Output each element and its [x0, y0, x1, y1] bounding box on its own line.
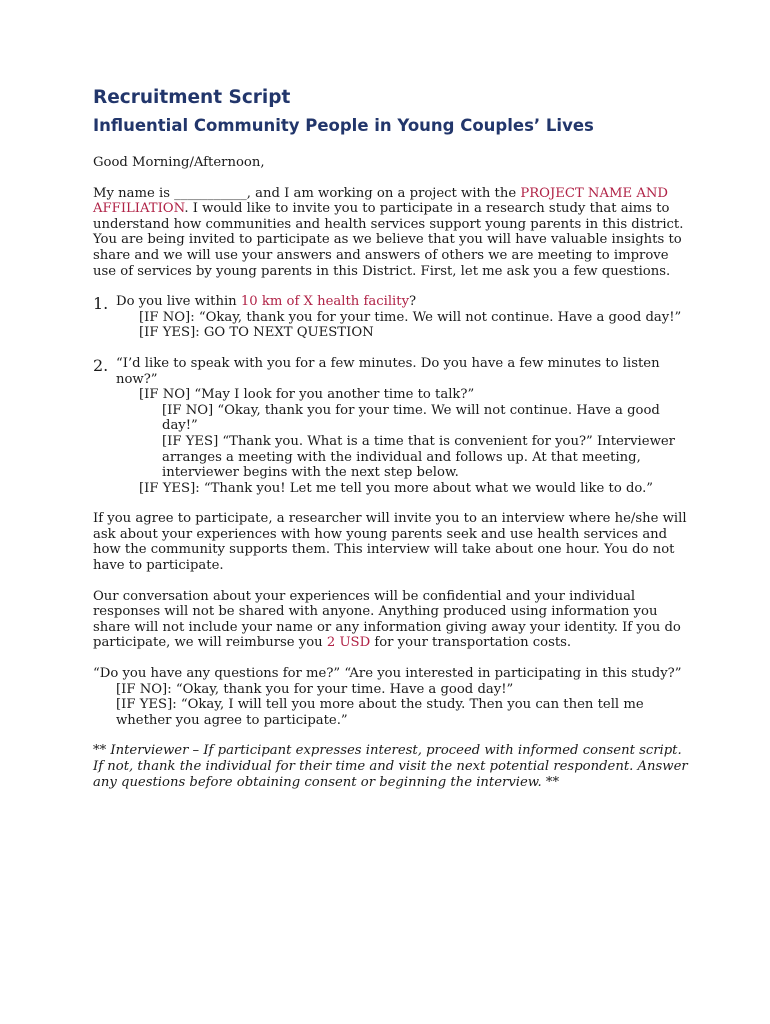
question-1: [93, 294, 693, 341]
intro-text-1: My name is ___________, and I am working on a project with the: [93, 185, 521, 201]
response-if-yes: [IF YES]: “Thank you! Let me tell you more about what we would like to do.”: [139, 480, 654, 496]
project-name-placeholder: PROJECT NAME AND AFFILIATION: [93, 185, 668, 217]
response-if-yes: [IF YES]: GO TO NEXT QUESTION: [139, 325, 374, 341]
response-if-no-no: [IF NO] “Okay, thank you for your time. We will not continue. Have a good day!”: [162, 402, 660, 434]
greeting: Good Morning/Afternoon,: [93, 155, 265, 170]
intro-paragraph: [93, 186, 693, 280]
closing-question: “Do you have any questions for me?” “Are you interested in participating in this study?”: [93, 666, 682, 682]
intro-text-2: . I would like to invite you to participate in a research study that aims to understand how communities and health services support young parents in this district. You are being invited to participate as we believe that you will have valuable insights to share and we will use your answers and answers of others we are meeting to improve use of services by young parents in this District. First, let me ask you a few questions.: [93, 201, 684, 279]
question-text: [116, 294, 693, 310]
interviewer-note: [93, 743, 693, 790]
confidentiality-text-1: Our conversation about your experiences will be confidential and your individual responses will not be shared with anyone. Anything produced using information you share will not include your name or any information giving away your identity. If you do participate, we will reimburse you: [93, 588, 681, 651]
question-text-2: ?: [409, 294, 417, 310]
confidentiality-text-2: for your transportation costs.: [370, 635, 572, 651]
response-if-no: [IF NO] “May I look for you another time to talk?”: [139, 387, 475, 403]
closing-section: [93, 666, 693, 728]
question-number: 1.: [93, 294, 109, 314]
note-close: **: [541, 774, 560, 790]
distance-placeholder: 10 km of X health facility: [240, 294, 410, 310]
interview-paragraph: If you agree to participate, a researcher will invite you to an interview where he/she will ask about your experiences with how young parents seek and use health services and how the community supports them. This interview will take about one hour. You do not have to participate.: [93, 511, 687, 574]
note-text: Interviewer – If participant expresses interest, proceed with informed consent script. If not, thank the individual for their time and visit the next potential respondent. Answer any questions before obtaining consent or beginning the interview.: [93, 743, 688, 790]
document-subtitle: Influential Community People in Young Couples’ Lives: [93, 116, 594, 135]
closing-if-no: [IF NO]: “Okay, thank you for your time. Have a good day!”: [116, 681, 514, 697]
closing-if-yes: [IF YES]: “Okay, I will tell you more about the study. Then you can then tell me whether you agree to participate.”: [116, 697, 644, 728]
document-title: Recruitment Script: [93, 87, 291, 108]
question-number: 2.: [93, 355, 109, 375]
question-text-1: Do you live within: [116, 294, 241, 310]
note-open: **: [93, 743, 111, 759]
question-text: “I’d like to speak with you for a few minutes. Do you have a few minutes to listen now?”: [116, 355, 660, 387]
response-if-no: [IF NO]: “Okay, thank you for your time. We will not continue. Have a good day!”: [139, 309, 682, 325]
response-if-no-yes: [IF YES] “Thank you. What is a time that is convenient for you?” Interviewer arranges a meeting with the individual and follows up. At that meeting, interviewer begins with the next step below.: [162, 433, 675, 481]
confidentiality-paragraph: [93, 589, 693, 651]
question-list: [93, 294, 693, 496]
reimbursement-amount: 2 USD: [326, 635, 371, 651]
question-2: [93, 356, 693, 496]
document-page: [93, 86, 693, 790]
